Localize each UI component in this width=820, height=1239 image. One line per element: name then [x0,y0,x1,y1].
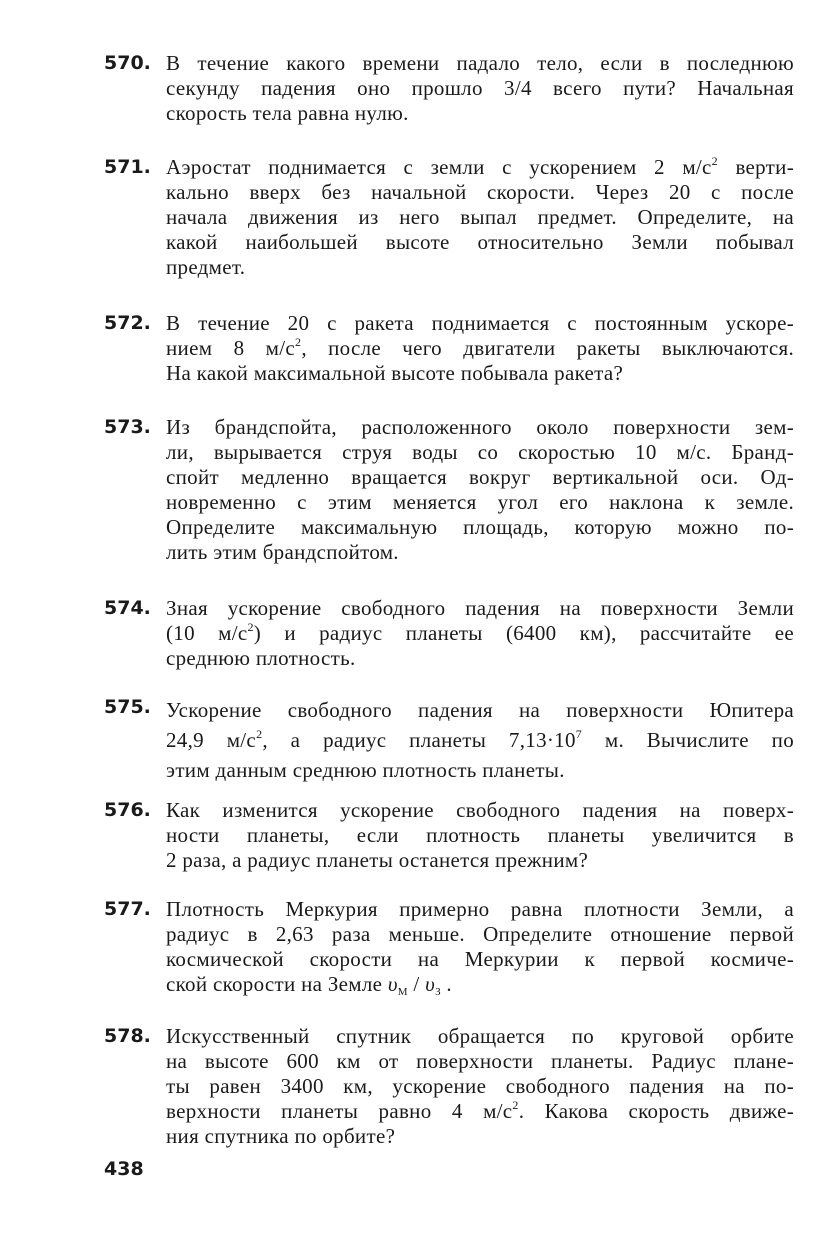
problem-text [166,897,794,997]
text-line: новременно с этим меняется угол его наклона к земле. [166,490,794,514]
superscript: 2 [256,727,263,741]
text-segment: , после чего двигатели ракеты выключаются. [301,336,795,360]
problem-578 [104,1024,794,1149]
text-line: Плотность Меркурия примерно равна плотности Земли, а [166,897,794,921]
text-line: предмет. [166,255,246,279]
text-line: радиус в 2,63 раза меньше. Определите отношение первой [166,922,794,946]
text-line: Ускорение свободного падения на поверхности Юпитера [166,698,794,722]
text-line: кально вверх без начальной скорости. Через 20 с после [166,180,794,204]
text-segment: ) и радиус планеты (6400 км), рассчитайте ее [253,621,794,645]
text-line: на высоте 600 км от поверхности планеты. Радиус плане- [166,1049,794,1073]
text-line: среднюю плотность. [166,646,356,670]
text-segment: , а радиус планеты 7,13·10 [262,728,576,752]
problem-570 [104,51,794,126]
text-line: ты равен 3400 км, ускорение свободного падения на по- [166,1074,794,1098]
text-line: спойт медленно вращается вокруг вертикальной оси. Од- [166,465,794,489]
text-line: секунду падения оно прошло 3/4 всего пути? Начальная [166,76,794,100]
text-line: какой наибольшей высоте относительно Земли побывал [166,230,794,254]
problem-number: 574. [104,597,151,619]
text-segment: . [440,972,452,996]
text-line: Зная ускорение свободного падения на поверхности Земли [166,596,794,620]
text-segment: нием 8 м/с [166,336,295,360]
superscript: 7 [575,727,583,741]
subscript: М [397,986,408,998]
problem-574 [104,596,794,671]
text-line [166,336,794,361]
velocity-symbol: υ [387,972,398,996]
text-line: скорость тела равна нулю. [166,101,409,125]
text-line [166,155,794,180]
text-line: космической скорости на Меркурии к первой космиче- [166,947,794,971]
text-line: ния спутника по орбите? [166,1124,396,1148]
velocity-symbol: υ [425,972,436,996]
problem-text [166,415,794,565]
problem-number: 573. [104,416,151,438]
problem-571 [104,155,794,280]
text-line [166,621,794,646]
page-number: 438 [104,1158,144,1180]
problem-number: 571. [104,156,151,178]
text-line: 2 раза, а радиус планеты останется прежним? [166,848,589,872]
text-segment: / [407,972,426,996]
problem-575 [104,695,794,785]
text-line: этим данным среднюю плотность планеты. [166,758,565,782]
text-line: Определите максимальную площадь, которую можно по- [166,515,794,539]
text-segment: верти- [717,155,794,179]
problem-number: 577. [104,898,151,920]
problem-number: 575. [104,696,151,718]
superscript: 2 [512,1098,519,1112]
text-line [166,725,794,755]
superscript: 2 [295,335,302,349]
superscript: 2 [711,154,718,168]
problem-number: 572. [104,312,151,334]
text-line [166,972,794,997]
problem-number: 578. [104,1025,151,1047]
text-line [166,1099,794,1124]
text-segment: м. Вычислите по [582,728,795,752]
problem-text [166,596,794,671]
text-line: ли, вырывается струя воды со скоростью 10 м/с. Бранд- [166,440,794,464]
problem-text [166,311,794,386]
text-segment: Аэростат поднимается с земли с ускорением 2 м/с [166,155,712,179]
problem-text [166,51,794,126]
text-segment: ской скорости на Земле [166,972,388,996]
problem-577 [104,897,794,997]
text-line: начала движения из него выпал предмет. Определите, на [166,205,794,229]
text-segment: (10 м/с [166,621,248,645]
text-line: На какой максимальной высоте побывала ракета? [166,361,624,385]
problem-572 [104,311,794,386]
text-line: лить этим брандспойтом. [166,540,399,564]
problem-number: 570. [104,52,151,74]
text-line: В течение 20 с ракета поднимается с постоянным ускоре- [166,311,794,335]
text-line: Как изменится ускорение свободного падения на поверх- [166,798,794,822]
text-line: ности планеты, если плотность планеты увеличится в [166,823,794,847]
text-segment: верхности планеты равно 4 м/с [166,1099,513,1123]
problem-number: 576. [104,799,151,821]
text-line: Искусственный спутник обращается по круговой орбите [166,1024,794,1048]
superscript: 2 [247,620,254,634]
text-line: Из брандспойта, расположенного около поверхности зем- [166,415,794,439]
problem-text [166,695,794,785]
text-segment: 24,9 м/с [166,728,257,752]
problem-576 [104,798,794,873]
problem-text [166,1024,794,1149]
subscript: З [435,986,441,998]
problem-text [166,155,794,280]
problem-text [166,798,794,873]
problem-573 [104,415,794,565]
text-segment: . Какова скорость движе- [518,1099,794,1123]
text-line: В течение какого времени падало тело, если в последнюю [166,51,794,75]
